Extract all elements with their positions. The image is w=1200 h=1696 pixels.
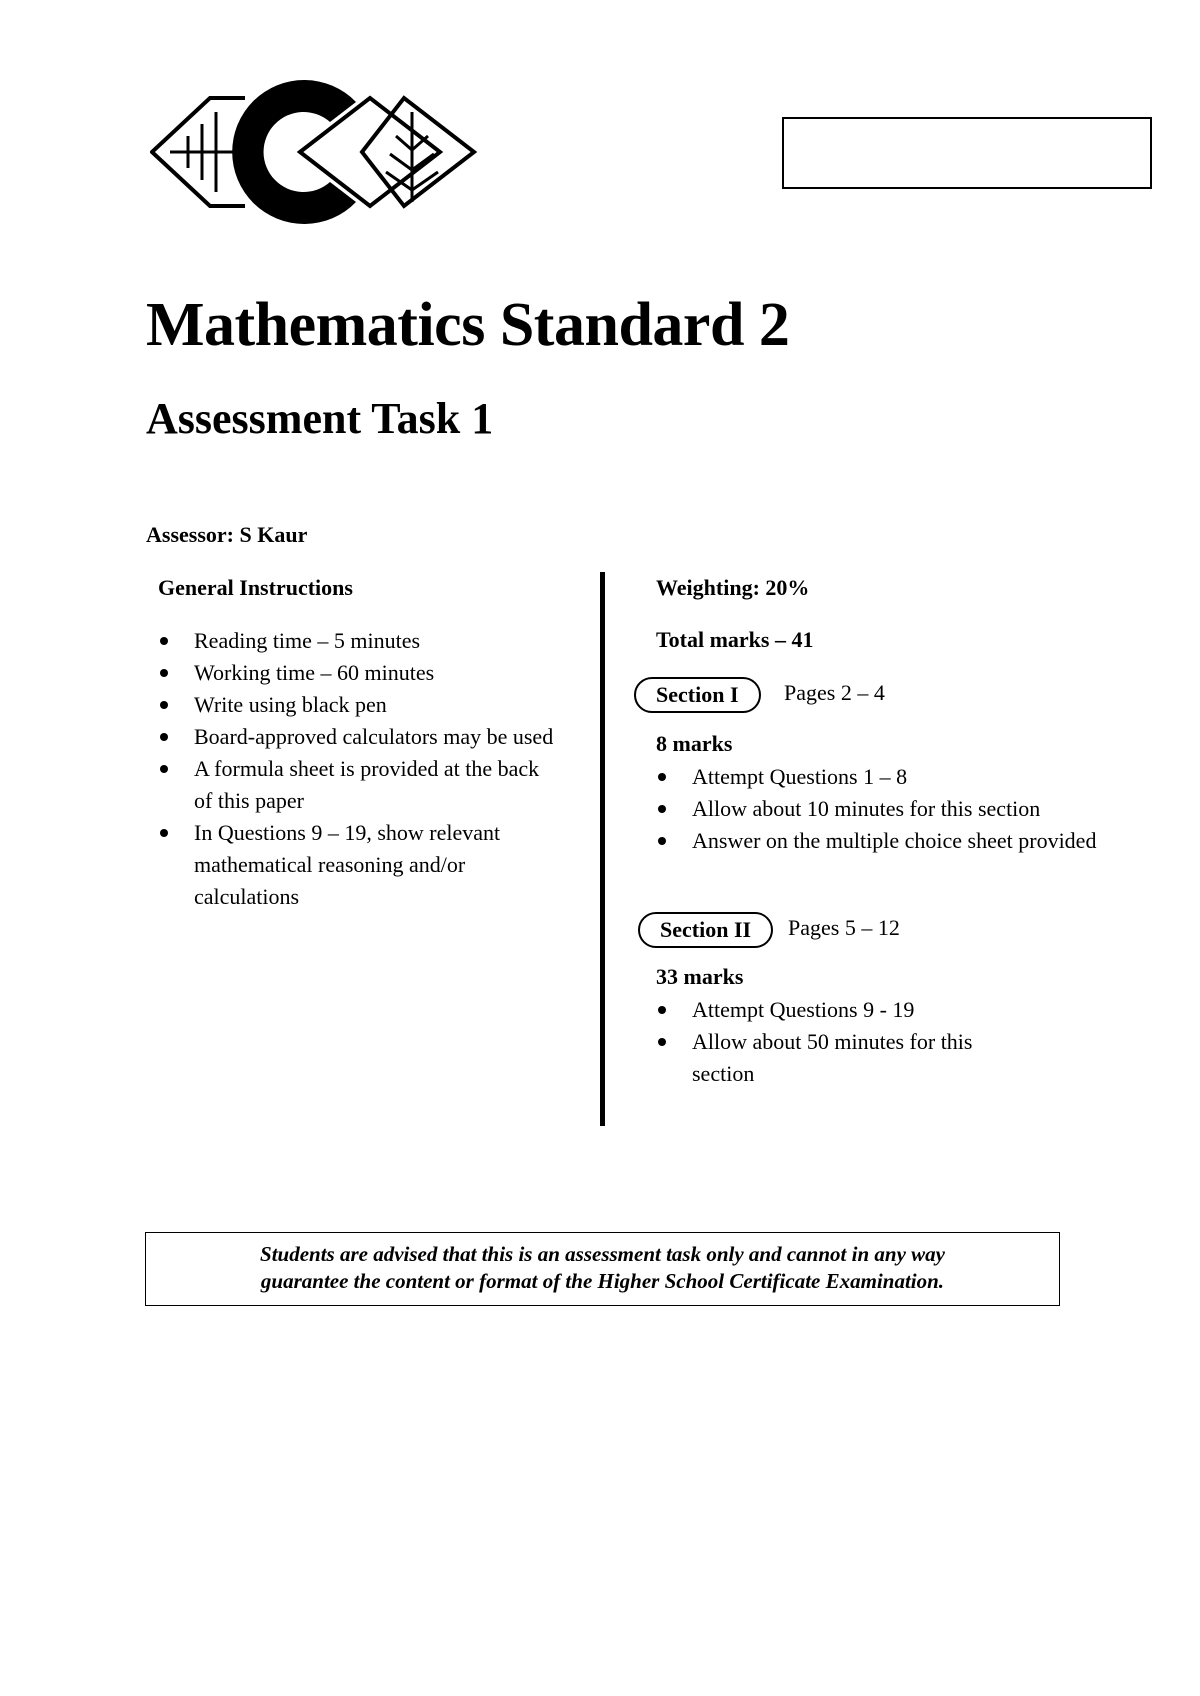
- document-title: Mathematics Standard 2: [146, 291, 790, 359]
- section-2-instructions: [656, 994, 1036, 1090]
- general-instructions-heading: General Instructions: [158, 575, 353, 600]
- list-item: Reading time – 5 minutes: [158, 625, 558, 657]
- section-1-marks: 8 marks: [656, 731, 733, 756]
- section-1-pages: Pages 2 – 4: [784, 680, 885, 705]
- list-item: Attempt Questions 9 - 19: [656, 994, 1036, 1026]
- disclaimer-line-1: Students are advised that this is an assessment task only and cannot in any way: [260, 1242, 945, 1266]
- school-crest-logo-icon: [150, 70, 480, 230]
- total-marks-label: Total marks – 41: [656, 627, 814, 652]
- section-2-marks: 33 marks: [656, 964, 744, 989]
- list-item: Answer on the multiple choice sheet provided: [656, 825, 1176, 857]
- disclaimer-box: [145, 1232, 1060, 1306]
- assessor-line: Assessor: S Kaur: [146, 522, 308, 547]
- section-1-badge: Section I: [634, 677, 761, 713]
- list-item: Allow about 50 minutes for this section: [656, 1026, 1036, 1090]
- student-name-box[interactable]: [782, 117, 1152, 189]
- list-item: Working time – 60 minutes: [158, 657, 558, 689]
- list-item: Attempt Questions 1 – 8: [656, 761, 1176, 793]
- column-divider: [600, 572, 605, 1126]
- list-item: Write using black pen: [158, 689, 558, 721]
- document-subtitle: Assessment Task 1: [146, 394, 494, 443]
- section-2-pages: Pages 5 – 12: [788, 915, 900, 940]
- weighting-label: Weighting: 20%: [656, 575, 810, 600]
- disclaimer-line-2: guarantee the content or format of the Higher School Certificate Examination.: [260, 1269, 945, 1293]
- list-item: A formula sheet is provided at the back of this paper: [158, 753, 558, 817]
- section-2-badge: Section II: [638, 912, 773, 948]
- section-1-instructions: [656, 761, 1176, 857]
- list-item: Board-approved calculators may be used: [158, 721, 558, 753]
- general-instructions-list: [158, 625, 558, 913]
- list-item: In Questions 9 – 19, show relevant mathematical reasoning and/or calculations: [158, 817, 558, 913]
- list-item: Allow about 10 minutes for this section: [656, 793, 1176, 825]
